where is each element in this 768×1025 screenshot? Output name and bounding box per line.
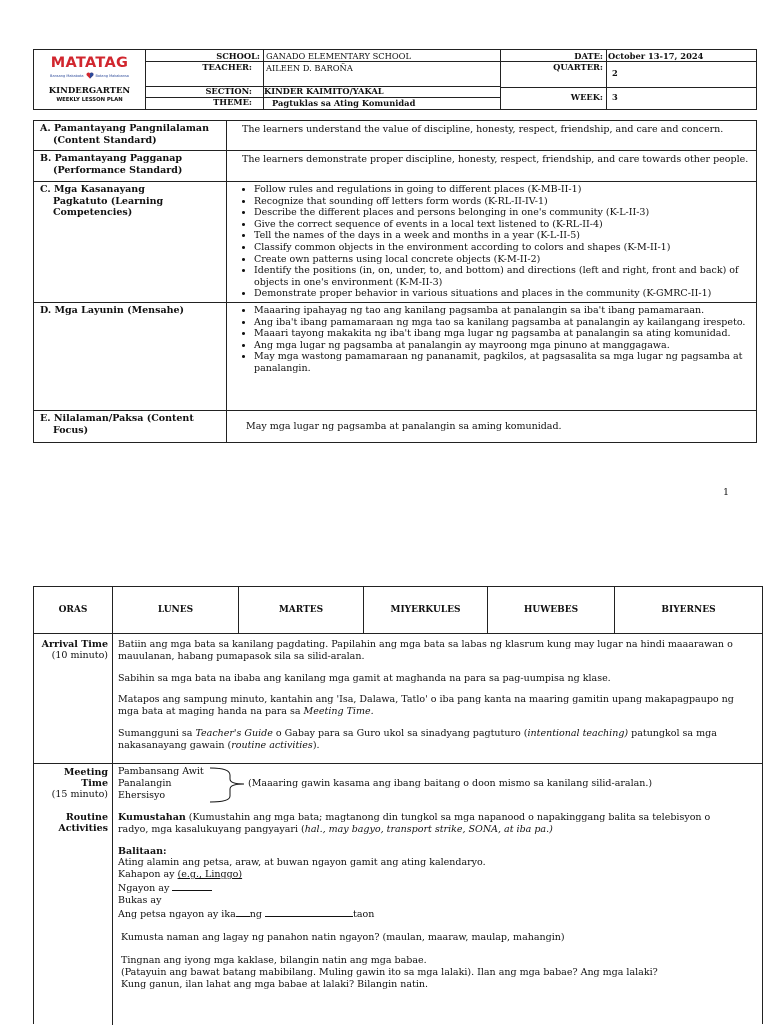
row-performance-standard: B. Pamantayang Pagganap (Performance Standard) The learners demonstrate proper discipline, honesty, respect, friendship, and care towards other people. [34,151,757,182]
meeting-time-label-2: Time [81,778,108,789]
school-label: SCHOOL: [216,51,260,61]
content-focus-text: May mga lugar ng pagsamba at panalangin sa aming komunidad. [227,410,757,442]
kumustahan: Kumustahan (Kumustahin ang mga bata; magtanong din tungkol sa mga napanood o napakinggang balita sa telebisyon o radyo, mga kasalukuyang pangyayari (hal., may bagyo, transport strike, SONA, at iba pa.) [118,812,711,835]
row-content-focus: E. Nilalaman/Paksa (Content Focus) May mga lugar ng pagsamba at panalangin sa aming komunidad. [34,410,757,442]
arrival-paragraph-2: Sabihin sa mga bata na ibaba ang kanilang mga gamit at maghanda na para sa pag-uumpisa ng klase. [118,672,611,684]
teacher-label: TEACHER: [202,62,252,72]
list-item: • Identify the positions (in, on, under, to, and bottom) and directions (left and right, front and back) of objects in one's environment (K-M-II-3) [254,265,750,288]
list-item: Pambansang Awit [118,766,204,777]
logo-tagline-left: Bansang Makabata [50,73,84,78]
blank-field [265,907,353,917]
routine-body [118,812,738,991]
list-item: • May mga wastong pamamaraan ng pananamit, pagkilos, at pagsasalita sa mga lugar ng pagsamba at panalangin. [254,351,750,374]
list-item: • Give the correct sequence of events in a local text listened to (K-RL-II-4) [254,219,750,231]
date-value: October 13-17, 2024 [608,51,704,61]
balitaan-title: Balitaan: [118,845,167,857]
week-value: 3 [612,92,618,102]
plan-type-label: WEEKLY LESSON PLAN [56,97,123,103]
section-label: SECTION: [205,86,252,96]
row-objectives: D. Mga Layunin (Mensahe) • Maaaring ipahayag ng tao ang kanilang pagsamba at panalangin sa iba't ibang pamamaraan. • Ang iba't ibang pamamaraan ng mga tao sa kanilang pagsamba at panalangin ay kailangang irespeto. • Maaari tayong makakita ng iba't ibang mga lugar ng pagsamba at panalangin sa ating komunidad. • Ang mga lugar ng pagsamba at panalangin ay mayroong mga pinuno at manggagawa. • May mga wastong pamamaraan ng pananamit, pagkilos, at pagsasalita sa mga lugar ng pagsamba at panalangin. [34,302,757,410]
list-item: • Ang iba't ibang pamamaraan ng mga tao sa kanilang pagsamba at panalangin ay kailangang irespeto. [254,317,750,329]
performance-standard-text: The learners demonstrate proper discipline, honesty, respect, friendship, and care towards other people. [227,151,757,182]
list-item: • Follow rules and regulations in going to different places (K-MB-II-1) [254,184,750,196]
arrival-time-label: Arrival Time [41,639,108,650]
list-item: • Maaaring ipahayag ng tao ang kanilang pagsamba at panalangin sa iba't ibang pamamaraan. [254,305,750,317]
arrival-paragraph-1: Batiin ang mga bata sa kanilang pagdating. Papilahin ang mga bata sa labas ng klasrum kung may lugar na hindi maaarawan o mauulanan, habang pumapasok sila sa silid-aralan. [118,639,733,662]
list-item: • Ang mga lugar ng pagsamba at panalangin ay mayroong mga pinuno at manggagawa. [254,340,750,352]
date-label: DATE: [574,51,603,61]
grade-label: KINDERGARTEN [48,86,131,96]
blank-field [236,907,250,917]
ngayon-line: Ngayon ay [118,881,738,895]
matatag-logo: MATATAG [50,55,129,71]
schedule-table [33,586,763,1024]
blank-field [172,881,212,891]
theme-value: Pagtuklas sa Ating Komunidad [272,98,416,108]
logo-tagline-right: Batang Makabansa [95,73,129,78]
meeting-time-label-1: Meeting [63,767,108,778]
header-table [33,49,757,110]
list-item: • Demonstrate proper behavior in various situations and places in the community (K-GMRC-II-1) [254,288,750,300]
content-standard-text: The learners understand the value of discipline, honesty, respect, friendship, and care and concern. [227,121,757,151]
teacher-value: AILEEN D. BAROÑA [266,63,353,73]
col-header-martes: MARTES [239,587,364,633]
quarter-label: QUARTER: [553,62,603,72]
meeting-duration: (15 minuto) [51,789,108,800]
arrival-paragraph-3: Matapos ang sampung minuto, kantahin ang 'Isa, Dalawa, Tatlo' o iba pang kanta na maaring gamitin upang makapagpaupo ng mga bata at maging handa na para sa Meeting Time. [118,694,734,718]
row-content-standard: A. Pamantayang Pangnilalaman (Content Standard) The learners understand the value of discipline, honesty, respect, friendship, and care and concern. [34,121,757,151]
bukas-line: Bukas ay [118,894,162,906]
list-item: • Create own patterns using local concrete objects (K-M-II-2) [254,254,750,266]
logo-cell [34,50,146,109]
list-item: Ehersisyo [118,789,166,801]
col-header-lunes: LUNES [113,587,239,633]
arrival-body [118,639,738,762]
list-item: • Recognize that sounding off letters form words (K-RL-II-IV-1) [254,196,750,208]
list-item: • Classify common objects in the environment according to colors and shapes (K-M-II-1) [254,242,750,254]
list-item: • Describe the different places and persons belonging in one's community (K-L-II-3) [254,207,750,219]
arrival-duration: (10 minuto) [51,650,108,661]
col-header-oras: ORAS [34,587,113,633]
arrival-paragraph-4: Sumangguni sa Teacher's Guide o Gabay para sa Guro ukol sa sinadyang pagtuturo (intentional teaching) patungkol sa mga nakasanayang gawain (routine activities). [118,727,717,751]
list-item: • Maaari tayong makakita ng iba't ibang mga lugar ng pagsamba at panalangin sa ating komunidad. [254,328,750,340]
week-label: WEEK: [570,92,603,102]
list-item: Panalangin [118,777,172,789]
tingnan-3: Kung ganun, ilan lahat ang mga babae at lalaki? Bilangin natin. [121,978,429,990]
kahapon-line: Kahapon ay (e.g., Linggo) [118,869,243,881]
theme-label: THEME: [213,97,252,107]
list-item: • Tell the names of the days in a week and months in a year (K-L-II-5) [254,230,750,242]
panahon-question: Kumusta naman ang lagay ng panahon natin ngayon? (maulan, maaraw, maulap, mahangin) [121,932,565,944]
competencies-list [236,184,750,300]
objectives-list [236,305,750,375]
col-header-biyernes: BIYERNES [661,605,716,615]
heart-icon [86,72,94,79]
petsa-line: Ang petsa ngayon ay ika ng taon [118,908,375,920]
col-header-huwebes: HUWEBES [488,587,615,633]
tingnan-2: (Patayuin ang bawat batang mabibilang. Muling gawin ito sa mga lalaki). Ilan ang mga babae? Ang mga lalaki? [121,966,658,978]
tingnan-1: Tingnan ang iyong mga kaklase, bilangin natin ang mga babae. [121,955,427,967]
page-number: 1 [723,487,730,498]
school-value: GANADO ELEMENTARY SCHOOL [266,51,411,61]
balitaan-intro: Ating alamin ang petsa, araw, at buwan ngayon gamit ang ating kalendaryo. [118,857,486,869]
quarter-value: 2 [612,68,618,78]
section-value: KINDER KAIMITO/YAKAL [264,86,384,96]
routine-label-2: Activities [58,823,108,834]
meeting-note: (Maaaring gawin kasama ang ibang baitang o doon mismo sa kanilang silid-aralan.) [248,778,653,789]
standards-table [33,120,757,443]
col-header-miyerkules: MIYERKULES [364,587,488,633]
routine-label-1: Routine [65,812,108,823]
brace-icon [208,765,248,805]
row-learning-competencies: C. Mga Kasanayang Pagkatuto (Learning Competencies) • Follow rules and regulations in going to different places (K-MB-II-1) • Recognize that sounding off letters form words (K-RL-II-IV-1) • Describe the different places and persons belonging in one's community (K-L-II-3) • Give the correct sequence of events in a local text listened to (K-RL-II-4) • Tell the names of the days in a week and months in a year (K-L-II-5) • Classify common objects in the environment according to colors and shapes (K-M-II-1) • Create own patterns using local concrete objects (K-M-II-2) • Identify the positions (in, on, under, to, and bottom) and directions (left and right, front and back) of objects in one's environment (K-M-II-3) • Demonstrate proper behavior in various situations and places in the community (K-GMRC-II-1) [34,182,757,303]
